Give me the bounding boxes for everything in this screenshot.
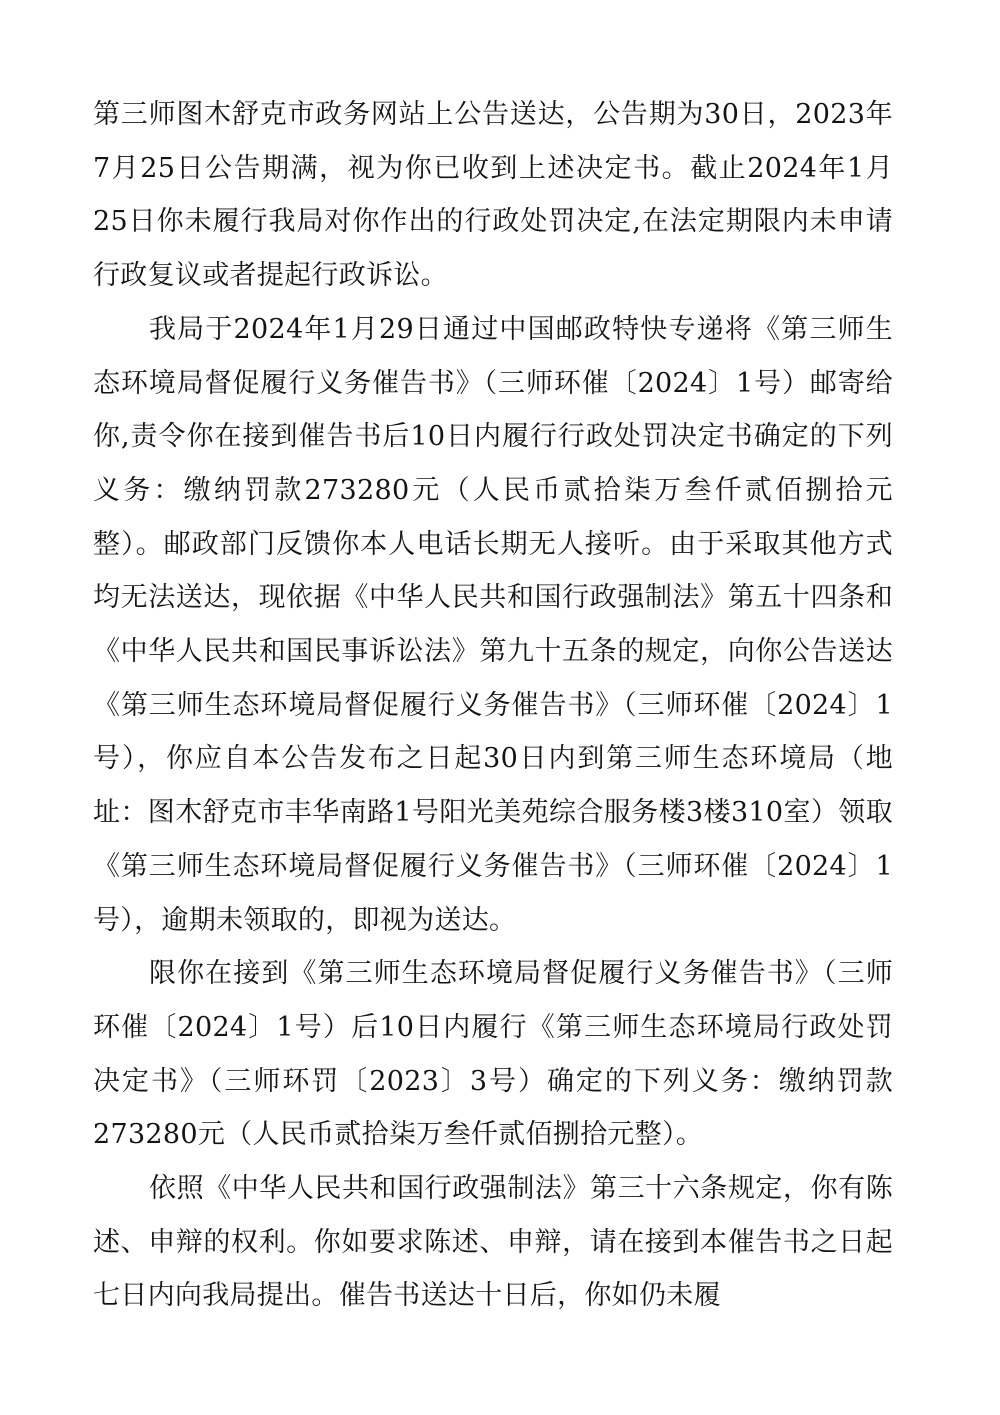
paragraph-1: 第三师图木舒克市政务网站上公告送达，公告期为30日，2023年7月25日公告期满，视为你已收到上述决定书。截止2024年1月25日你未履行我局对你作出的行政处罚决定,在法定期限内未申请行政复议或者提起行政诉讼。 bbox=[93, 99, 893, 292]
paragraph-2: 我局于2024年1月29日通过中国邮政特快专递将《第三师生态环境局督促履行义务催告书》（三师环催〔2024〕1号）邮寄给你,责令你在接到催告书后10日内履行行政处罚决定书确定的下列义务：缴纳罚款273280元（人民币贰拾柒万叁仟贰佰捌拾元整）。邮政部门反馈你本人电话长期无人接听。由于采取其他方式均无法送达，现依据《中华人民共和国行政强制法》第五十四条和《中华人民共和国民事诉讼法》第九十五条的规定，向你公告送达《第三师生态环境局督促履行义务催告书》（三师环催〔2024〕1号），你应自本公告发布之日起30日内到第三师生态环境局（地址：图木舒克市丰华南路1号阳光美苑综合服务楼3楼310室）领取《第三师生态环境局督促履行义务催告书》（三师环催〔2024〕1号），逾期未领取的，即视为送达。 bbox=[93, 313, 893, 936]
paragraph-3: 限你在接到《第三师生态环境局督促履行义务催告书》（三师环催〔2024〕1号）后10日内履行《第三师生态环境局行政处罚决定书》（三师环罚〔2023〕3号）确定的下列义务：缴纳罚款273280元（人民币贰拾柒万叁仟贰佰捌拾元整）。 bbox=[93, 958, 893, 1151]
paragraph-4: 依照《中华人民共和国行政强制法》第三十六条规定，你有陈述、申辩的权利。你如要求陈述、申辩，请在接到本催告书之日起七日内向我局提出。催告书送达十日后，你如仍未履 bbox=[93, 1173, 893, 1312]
document-body bbox=[93, 88, 893, 1323]
